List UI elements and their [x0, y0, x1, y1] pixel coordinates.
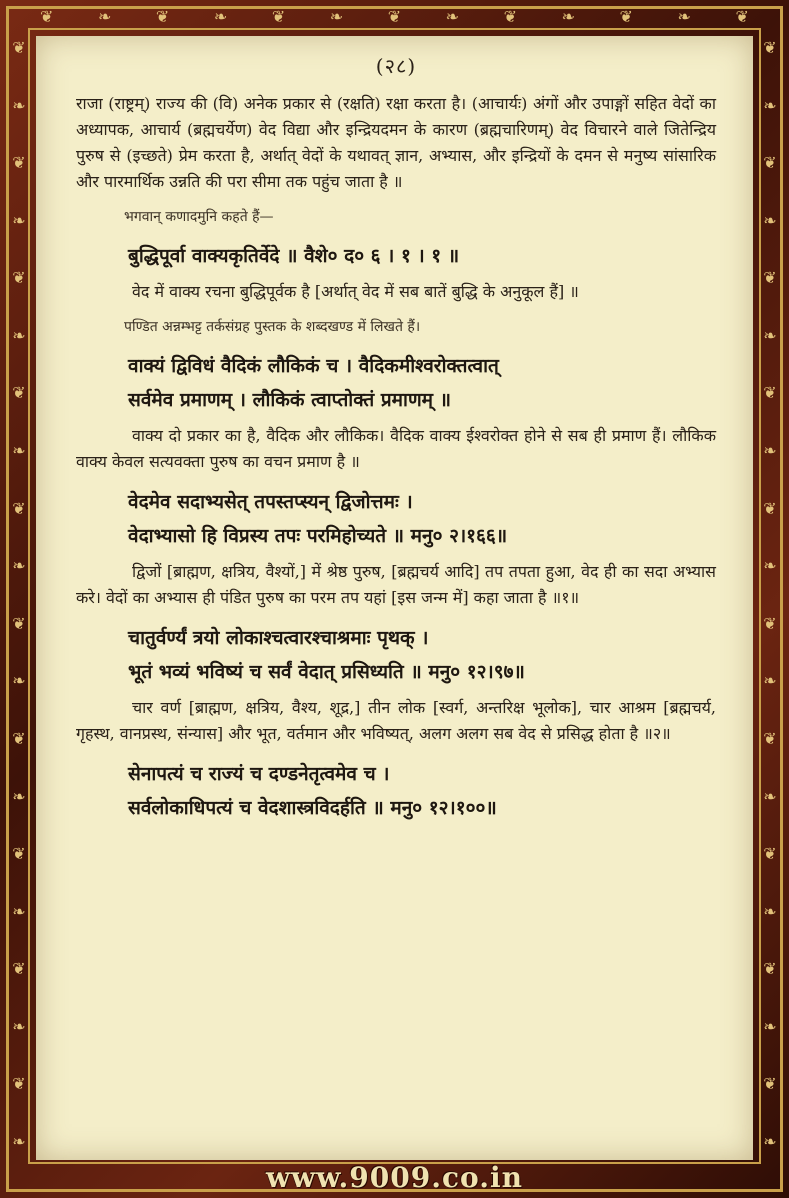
verse-line: वेदमेव सदाभ्यसेत् तपस्तप्स्यन् द्विजोत्तमः ।: [128, 491, 413, 513]
quote-intro: भगवान् कणादमुनि कहते हैं—: [124, 209, 274, 225]
verse-line: वाक्यं द्विविधं वैदिकं लौकिकं च । वैदिकमीश्वरोक्तत्वात्: [128, 355, 499, 377]
verse-translation: वेद में वाक्य रचना बुद्धिपूर्वक है [अर्थात् वेद में सब बातें बुद्धि के अनुकूल हैं] ॥: [132, 282, 579, 301]
verse-line: बुद्धिपूर्वा वाक्यकृतिर्वेदे ॥ वैशे० द० ६ । १ । १ ॥: [128, 245, 460, 267]
verse-line: चातुर्वर्ण्यं त्रयो लोकाश्चत्वारश्चाश्रमाः पृथक् ।: [128, 627, 429, 649]
verse-translation: वाक्य दो प्रकार का है, वैदिक और लौकिक। वैदिक वाक्य ईश्वरोक्त होने से सब ही प्रमाण हैं। लौकिक वाक्य केवल सत्यवक्ता पुरुष का वचन प्रमाण है ॥: [76, 426, 716, 471]
verse-manu-12-100: [76, 757, 716, 825]
verse-translation: चार वर्ण [ब्राह्मण, क्षत्रिय, वैश्य, शूद्र,] तीन लोक [स्वर्ग, अन्तरिक्ष भूलोक], चार आश्रम [ब्रह्मचर्य, गृहस्थ, वानप्रस्थ, संन्यास] और भूत, वर्तमान और भविष्यत्, अलग अलग सब वेद से प्रसिद्ध होता है ॥२॥: [76, 698, 716, 743]
frame-ornament-left: ❦ ❧ ❦ ❧ ❦ ❧ ❦ ❧ ❦ ❧ ❦ ❧ ❦ ❧ ❦ ❧ ❦ ❧ ❦ ❧: [12, 38, 26, 1151]
verse-manu-2-166: [76, 485, 716, 553]
verse-vaisheshika: [76, 239, 716, 273]
verse-line: सर्वमेव प्रमाणम् । लौकिकं त्वाप्तोक्तं प्रमाणम् ॥: [128, 389, 452, 411]
verse-line: वेदाभ्यासो हि विप्रस्य तपः परमिहोच्यते ॥ मनु० २।१६६॥: [128, 525, 508, 547]
verse-line: सर्वलोकाधिपत्यं च वेदशास्त्रविदर्हति ॥ मनु० १२।१००॥: [128, 797, 497, 819]
verse-tarkasangraha: [76, 349, 716, 417]
page-number: (२८): [375, 54, 417, 78]
commentary-paragraph: राजा (राष्ट्रम्) राज्य की (वि) अनेक प्रकार से (रक्षति) रक्षा करता है। (आचार्यः) अंगों और उपाङ्गों सहित वेदों का अध्यापक, आचार्य (ब्रह्मचर्येण) वेद विद्या और इन्द्रियदमन के कारण (ब्रह्मचारिणम्) वेद विचारने वाले जितेन्द्रिय पुरुष से (इच्छते) प्रेम करता है, अर्थात् वेदों के यथावत् ज्ञान, अभ्यास, और इन्द्रियों के दमन से मनुष्य सांसारिक और पारमार्थिक उन्नति की परा सीमा तक पहुंच जाता है ॥: [76, 94, 716, 191]
frame-ornament-top: ❦ ❧ ❦ ❧ ❦ ❧ ❦ ❧ ❦ ❧ ❦ ❧ ❦: [40, 7, 749, 26]
verse-translation: द्विजों [ब्राह्मण, क्षत्रिय, वैश्यों,] में श्रेष्ठ पुरुष, [ब्रह्मचर्य आदि] तप तपता हुआ, वेद ही का सदा अभ्यास करे। वेदों का अभ्यास ही पंडित पुरुष का परम तप यहां [इस जन्म में] कहा जाता है ॥१॥: [76, 562, 716, 607]
page-content: [76, 52, 716, 831]
verse-manu-12-97: [76, 621, 716, 689]
verse-line: भूतं भव्यं भविष्यं च सर्वं वेदात् प्रसिध्यति ॥ मनु० १२।९७॥: [128, 661, 525, 683]
book-page: [36, 36, 753, 1160]
verse-line: सेनापत्यं च राज्यं च दण्डनेतृत्वमेव च ।: [128, 763, 390, 785]
quote-intro: पण्डित अन्नम्भट्ट तर्कसंग्रह पुस्तक के शब्दखण्ड में लिखते हैं।: [124, 319, 421, 335]
frame-ornament-right: ❦ ❧ ❦ ❧ ❦ ❧ ❦ ❧ ❦ ❧ ❦ ❧ ❦ ❧ ❦ ❧ ❦ ❧ ❦ ❧: [763, 38, 777, 1151]
website-watermark: www.9009.co.in: [266, 1161, 523, 1194]
